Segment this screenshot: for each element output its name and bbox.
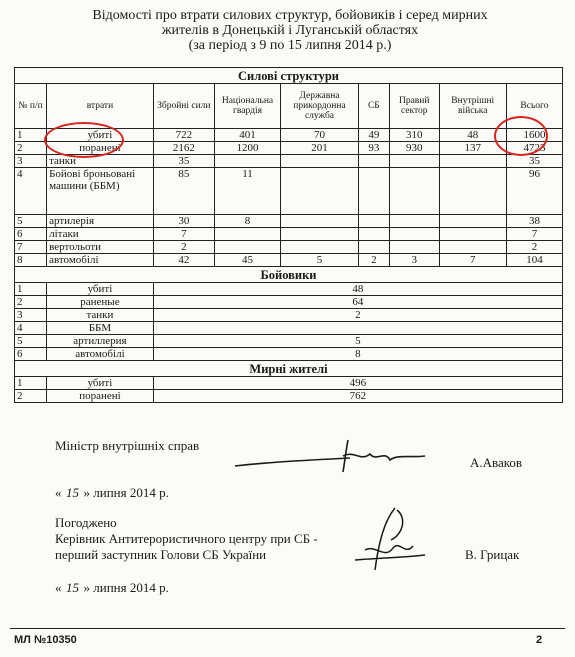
row-label: літаки xyxy=(47,228,154,241)
table-row xyxy=(15,348,563,361)
cell-national-guard: 1200 xyxy=(214,142,280,155)
cell-sbu: 49 xyxy=(358,129,389,142)
header-armed-forces: Збройні сили xyxy=(153,84,214,129)
header-national-guard: Національна гвардія xyxy=(214,84,280,129)
row-number: 5 xyxy=(15,215,47,228)
page-number: 2 xyxy=(536,634,543,646)
cell-border-service xyxy=(281,241,359,254)
cell-internal-troops: 7 xyxy=(439,254,506,267)
row-number: 1 xyxy=(15,377,47,390)
agreed-label: Погоджено xyxy=(55,515,117,530)
minister-signature xyxy=(230,436,430,476)
table-row xyxy=(15,283,563,296)
minister-name: А.Аваков xyxy=(470,455,523,470)
cell-internal-troops xyxy=(439,241,506,254)
header-losses: втрати xyxy=(47,84,154,129)
date1-open: « xyxy=(55,485,62,500)
row-label: поранені xyxy=(47,142,154,155)
cell-national-guard: 401 xyxy=(214,129,280,142)
row-label: раненые xyxy=(47,296,154,309)
cell-armed-forces: 30 xyxy=(153,215,214,228)
cell-internal-troops: 48 xyxy=(439,129,506,142)
date1 xyxy=(55,485,169,500)
losses-table xyxy=(14,67,563,403)
cell-total: 38 xyxy=(506,215,562,228)
cell-border-service xyxy=(281,155,359,168)
cell-right-sector: 310 xyxy=(389,129,439,142)
date2-day: 15 xyxy=(66,580,79,595)
table-row xyxy=(15,129,563,142)
row-label: автомобілі xyxy=(47,254,154,267)
row-label: танки xyxy=(47,309,154,322)
cell-total: 104 xyxy=(506,254,562,267)
date2-open: « xyxy=(55,580,62,595)
row-label: убиті xyxy=(47,377,154,390)
row-value xyxy=(153,322,562,335)
header-internal-troops: Внутрішні війська xyxy=(439,84,506,129)
row-label: артилерія xyxy=(47,215,154,228)
row-number: 3 xyxy=(15,309,47,322)
cell-border-service xyxy=(281,215,359,228)
row-number: 1 xyxy=(15,283,47,296)
cell-armed-forces: 2162 xyxy=(153,142,214,155)
section-title-security: Силові структури xyxy=(15,68,563,84)
row-label: ББМ xyxy=(47,322,154,335)
cell-border-service xyxy=(281,168,359,215)
cell-sbu: 2 xyxy=(358,254,389,267)
header-border-service: Державна прикордонна служба xyxy=(281,84,359,129)
date1-day: 15 xyxy=(66,485,79,500)
header-no: № п/п xyxy=(15,84,47,129)
header-right-sector: Правий сектор xyxy=(389,84,439,129)
table-row xyxy=(15,142,563,155)
doc-number: МЛ №10350 xyxy=(14,634,77,646)
cell-national-guard: 45 xyxy=(214,254,280,267)
cell-right-sector xyxy=(389,168,439,215)
table-row xyxy=(15,335,563,348)
row-label: поранені xyxy=(47,390,154,403)
row-label: Бойові броньовані машини (ББМ) xyxy=(47,168,154,215)
table-row xyxy=(15,215,563,228)
cell-armed-forces: 35 xyxy=(153,155,214,168)
row-value: 8 xyxy=(153,348,562,361)
row-label: убиті xyxy=(47,283,154,296)
head-line-2: перший заступник Голови СБ України xyxy=(55,547,267,562)
table-row xyxy=(15,168,563,215)
section-title-militants: Бойовики xyxy=(15,267,563,283)
cell-right-sector xyxy=(389,215,439,228)
table-row xyxy=(15,296,563,309)
row-number: 2 xyxy=(15,142,47,155)
row-label: вертольоти xyxy=(47,241,154,254)
head-line-1: Керівник Антитерористичного центру при СБ - xyxy=(55,531,318,546)
row-number: 2 xyxy=(15,296,47,309)
cell-armed-forces: 2 xyxy=(153,241,214,254)
cell-internal-troops xyxy=(439,155,506,168)
date2-rest: » липня 2014 р. xyxy=(83,580,169,595)
row-number: 5 xyxy=(15,335,47,348)
row-number: 2 xyxy=(15,390,47,403)
row-label: убиті xyxy=(47,129,154,142)
row-number: 6 xyxy=(15,228,47,241)
table-row xyxy=(15,377,563,390)
section-title-civilians: Мирні жителі xyxy=(15,361,563,377)
row-number: 6 xyxy=(15,348,47,361)
date2 xyxy=(55,580,169,595)
row-value: 2 xyxy=(153,309,562,322)
row-number: 3 xyxy=(15,155,47,168)
cell-total: 1600 xyxy=(506,129,562,142)
row-number: 4 xyxy=(15,168,47,215)
row-label: автомобілі xyxy=(47,348,154,361)
cell-armed-forces: 42 xyxy=(153,254,214,267)
cell-sbu: 93 xyxy=(358,142,389,155)
cell-internal-troops: 137 xyxy=(439,142,506,155)
row-value: 5 xyxy=(153,335,562,348)
cell-national-guard: 8 xyxy=(214,215,280,228)
cell-total: 2 xyxy=(506,241,562,254)
cell-national-guard: 11 xyxy=(214,168,280,215)
cell-border-service: 70 xyxy=(281,129,359,142)
cell-armed-forces: 7 xyxy=(153,228,214,241)
table-row xyxy=(15,254,563,267)
cell-internal-troops xyxy=(439,168,506,215)
cell-total: 96 xyxy=(506,168,562,215)
cell-right-sector xyxy=(389,155,439,168)
cell-internal-troops xyxy=(439,215,506,228)
head-signature xyxy=(345,500,435,580)
row-value: 496 xyxy=(153,377,562,390)
cell-right-sector xyxy=(389,228,439,241)
header-total: Всього xyxy=(506,84,562,129)
cell-border-service: 5 xyxy=(281,254,359,267)
row-number: 1 xyxy=(15,129,47,142)
cell-total: 35 xyxy=(506,155,562,168)
date1-rest: » липня 2014 р. xyxy=(83,485,169,500)
cell-total: 4723 xyxy=(506,142,562,155)
row-value: 64 xyxy=(153,296,562,309)
cell-sbu xyxy=(358,228,389,241)
row-number: 7 xyxy=(15,241,47,254)
cell-internal-troops xyxy=(439,228,506,241)
cell-right-sector: 3 xyxy=(389,254,439,267)
head-name: В. Грицак xyxy=(465,547,520,562)
row-number: 8 xyxy=(15,254,47,267)
cell-sbu xyxy=(358,215,389,228)
cell-armed-forces: 722 xyxy=(153,129,214,142)
cell-sbu xyxy=(358,155,389,168)
cell-border-service: 201 xyxy=(281,142,359,155)
row-value: 48 xyxy=(153,283,562,296)
row-label: артиллерия xyxy=(47,335,154,348)
table-row xyxy=(15,322,563,335)
title-line-2: жителів в Донецькій і Луганській областях xyxy=(161,23,419,38)
title-line-3: (за період з 9 по 15 липня 2014 р.) xyxy=(188,38,392,53)
row-label: танки xyxy=(47,155,154,168)
cell-total: 7 xyxy=(506,228,562,241)
table-row xyxy=(15,155,563,168)
table-row xyxy=(15,228,563,241)
table-row xyxy=(15,390,563,403)
cell-armed-forces: 85 xyxy=(153,168,214,215)
cell-sbu xyxy=(358,241,389,254)
cell-national-guard xyxy=(214,241,280,254)
cell-sbu xyxy=(358,168,389,215)
title-line-1: Відомості про втрати силових структур, бойовиків і серед мирних xyxy=(92,8,488,23)
footer-rule xyxy=(10,628,565,629)
cell-right-sector: 930 xyxy=(389,142,439,155)
row-value: 762 xyxy=(153,390,562,403)
cell-right-sector xyxy=(389,241,439,254)
table-row xyxy=(15,241,563,254)
cell-border-service xyxy=(281,228,359,241)
table-row xyxy=(15,309,563,322)
cell-national-guard xyxy=(214,155,280,168)
header-sbu: СБ xyxy=(358,84,389,129)
cell-national-guard xyxy=(214,228,280,241)
minister-title: Міністр внутрішніх справ xyxy=(55,438,200,453)
row-number: 4 xyxy=(15,322,47,335)
